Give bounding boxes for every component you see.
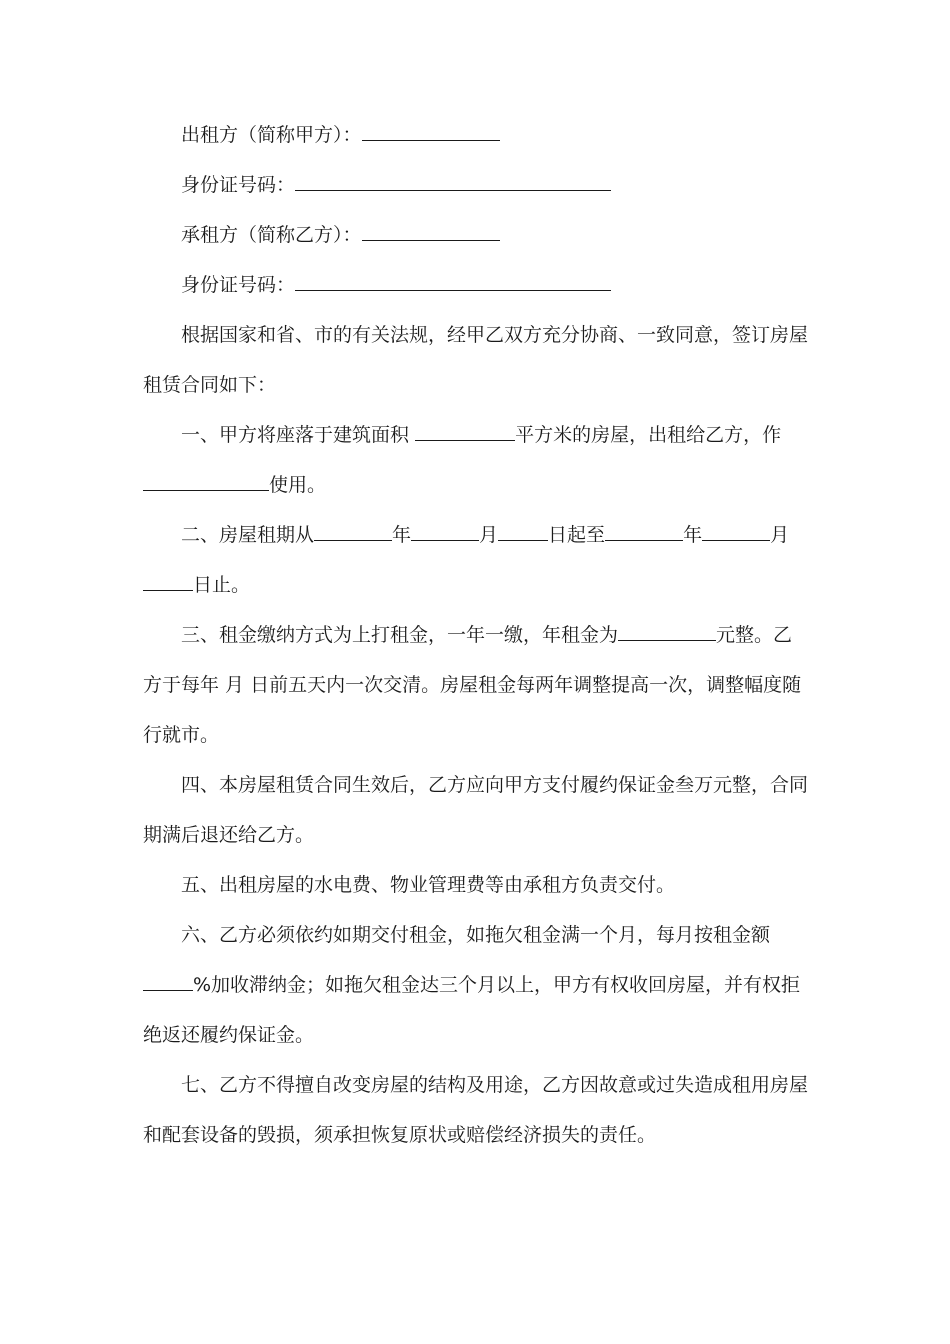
clause-1-line-2: [143, 472, 813, 498]
lessee-blank[interactable]: [362, 222, 500, 241]
lessee-id-field: [181, 272, 851, 298]
clause-6-text-after: %加收滞纳金；如拖欠租金达三个月以上，甲方有权收回房屋，并有权拒: [193, 974, 801, 996]
clause-4-line-2: 期满后退还给乙方。: [143, 824, 315, 846]
clause-6-line-1: 六、乙方必须依约如期交付租金，如拖欠租金满一个月，每月按租金额: [181, 924, 771, 946]
end-day-blank[interactable]: [143, 572, 193, 591]
end-year-blank[interactable]: [605, 522, 683, 541]
lessor-id-label: 身份证号码：: [181, 174, 296, 196]
intro-line-1: 根据国家和省、市的有关法规，经甲乙双方充分协商、一致同意，签订房屋: [181, 324, 809, 346]
clause-2-month-2: 月: [770, 524, 790, 546]
clause-2-line-1: [181, 522, 851, 548]
intro-line-2: 租赁合同如下：: [143, 374, 277, 396]
clause-1-text-c: 使用。: [269, 474, 327, 496]
clause-1-text-b: 平方米的房屋，出租给乙方，作: [515, 424, 782, 446]
clause-1-text-a: 一、甲方将座落于建筑面积: [181, 424, 410, 446]
lessor-label: 出租方（简称甲方）：: [181, 124, 362, 146]
area-blank[interactable]: [415, 422, 515, 441]
clause-3-line-2: 方于每年 月 日前五天内一次交清。房屋租金每两年调整提高一次，调整幅度随: [143, 674, 802, 696]
clause-6-line-2: [143, 972, 813, 998]
start-month-blank[interactable]: [411, 522, 479, 541]
lessee-id-label: 身份证号码：: [181, 274, 296, 296]
clause-5-line-1: 五、出租房屋的水电费、物业管理费等由承租方负责交付。: [181, 874, 676, 896]
clause-3-text-b: 元整。乙: [716, 624, 793, 646]
lessee-label: 承租方（简称乙方）：: [181, 224, 362, 246]
lessor-blank[interactable]: [362, 122, 500, 141]
clause-2-end: 日止。: [193, 574, 251, 596]
clause-1-line-1: [181, 422, 851, 448]
lessor-field: [181, 122, 851, 148]
clause-2-text-a: 二、房屋租期从: [181, 524, 315, 546]
clause-6-line-3: 绝返还履约保证金。: [143, 1024, 315, 1046]
lessor-id-blank[interactable]: [295, 172, 611, 191]
end-month-blank[interactable]: [702, 522, 770, 541]
start-year-blank[interactable]: [314, 522, 392, 541]
lessee-id-blank[interactable]: [295, 272, 611, 291]
clause-3-line-3: 行就市。: [143, 724, 220, 746]
purpose-blank[interactable]: [143, 472, 269, 491]
lessor-id-field: [181, 172, 851, 198]
clause-3-text-a: 三、租金缴纳方式为上打租金，一年一缴，年租金为: [181, 624, 619, 646]
clause-7-line-1: 七、乙方不得擅自改变房屋的结构及用途，乙方因故意或过失造成租用房屋: [181, 1074, 809, 1096]
clause-3-line-1: [181, 622, 851, 648]
clause-4-line-1: 四、本房屋租赁合同生效后，乙方应向甲方支付履约保证金叁万元整，合同: [181, 774, 809, 796]
start-day-blank[interactable]: [498, 522, 548, 541]
clause-2-day-from: 日起至: [548, 524, 606, 546]
late-fee-percent-blank[interactable]: [143, 972, 193, 991]
clause-2-line-2: [143, 572, 813, 598]
clause-7-line-2: 和配套设备的毁损，须承担恢复原状或赔偿经济损失的责任。: [143, 1124, 657, 1146]
clause-2-year-2: 年: [683, 524, 703, 546]
lessee-field: [181, 222, 851, 248]
annual-rent-blank[interactable]: [618, 622, 716, 641]
clause-2-year-1: 年: [392, 524, 412, 546]
clause-2-month-1: 月: [479, 524, 499, 546]
